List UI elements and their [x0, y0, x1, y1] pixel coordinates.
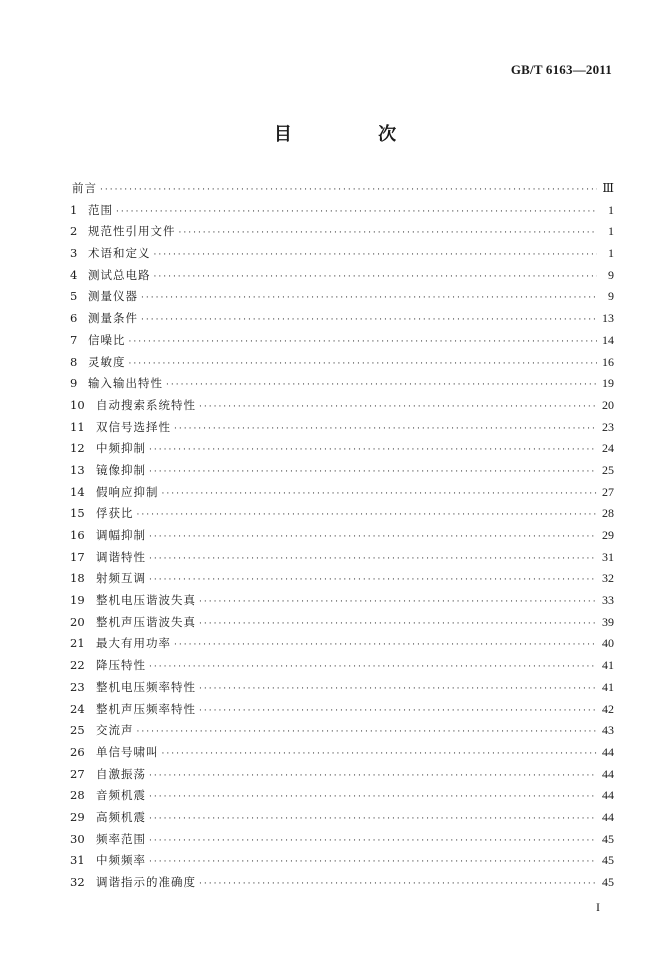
toc-entry-label: 单信号啸叫 — [96, 744, 159, 759]
toc-dot-leader — [199, 614, 597, 636]
toc-entry[interactable] — [70, 785, 614, 807]
page-title: 目 次 — [273, 124, 437, 145]
toc-entry-page: 29 — [602, 528, 614, 542]
toc-entry[interactable] — [70, 547, 614, 569]
toc-entry-page: 1 — [608, 246, 614, 261]
toc-entry-label: 频率范围 — [96, 831, 146, 846]
toc-entry-label: 灵敏度 — [88, 354, 126, 369]
toc-dot-leader — [162, 744, 598, 766]
toc-entry-label: 音频机震 — [96, 788, 146, 803]
toc-entry-page: 44 — [602, 809, 614, 824]
toc-entry-page: 42 — [602, 701, 614, 716]
toc-entry-label: 调谐指示的准确度 — [96, 875, 196, 889]
toc-entry-label: 高频机震 — [96, 809, 146, 824]
toc-entry-page: 14 — [602, 332, 614, 347]
toc-entry-page: 9 — [608, 267, 614, 282]
page-number: I — [596, 900, 600, 914]
toc-entry-label: 输入输出特性 — [88, 376, 163, 391]
toc-entry-page: 40 — [602, 636, 614, 651]
toc-entry-page: 13 — [602, 311, 614, 326]
toc-entry[interactable] — [70, 438, 614, 460]
toc-entry-number: 15 — [70, 506, 85, 521]
toc-dot-leader — [149, 462, 597, 484]
toc-entry-number: 12 — [70, 441, 85, 456]
toc-dot-leader — [137, 722, 598, 744]
toc-dot-leader — [149, 787, 597, 809]
toc-entry-label: 信噪比 — [88, 332, 126, 347]
toc-entry-number: 27 — [70, 766, 85, 781]
toc-entry-number: 24 — [70, 701, 85, 716]
toc-entry[interactable] — [70, 308, 614, 330]
toc-entry-page: 45 — [602, 875, 614, 889]
toc-entry[interactable] — [70, 503, 614, 525]
toc-entry-number: 14 — [70, 484, 85, 499]
toc-entry-number: 2 — [70, 224, 78, 239]
toc-entry[interactable] — [70, 699, 614, 721]
toc-dot-leader — [199, 679, 597, 701]
toc-entry-label: 假响应抑制 — [96, 484, 159, 499]
toc-entry-page: 32 — [602, 571, 614, 586]
toc-entry-label: 双信号选择性 — [96, 419, 171, 434]
toc-entry[interactable] — [70, 807, 614, 829]
toc-entry-number: 16 — [70, 528, 85, 542]
toc-dot-leader — [174, 419, 597, 441]
toc-entry-label: 最大有用功率 — [96, 636, 171, 651]
toc-entry[interactable] — [70, 286, 614, 308]
toc-dot-leader — [137, 505, 598, 527]
toc-entry[interactable] — [70, 655, 614, 677]
toc-entry-label: 射频互调 — [96, 571, 146, 586]
toc-entry-page: 25 — [602, 462, 614, 477]
toc-entry-page: 9 — [608, 289, 614, 304]
toc-dot-leader — [149, 549, 597, 571]
toc-entry-page: 16 — [602, 354, 614, 369]
toc-dot-leader — [149, 852, 597, 874]
toc-entry-label: 交流声 — [96, 723, 134, 738]
toc-entry-page: 31 — [602, 549, 614, 564]
toc-entry[interactable] — [70, 178, 614, 200]
toc-entry[interactable] — [70, 525, 614, 547]
toc-entry-page: 41 — [602, 679, 614, 694]
toc-entry[interactable] — [70, 720, 614, 742]
toc-dot-leader — [149, 831, 597, 853]
toc-entry-page: 24 — [602, 441, 614, 456]
toc-entry[interactable] — [70, 872, 614, 894]
toc-entry-number: 18 — [70, 571, 85, 586]
toc-entry-number: 7 — [70, 332, 78, 347]
toc-entry-number: 32 — [70, 875, 85, 889]
toc-entry[interactable] — [70, 482, 614, 504]
toc-entry-label: 镜像抑制 — [96, 462, 146, 477]
toc-entry-number: 10 — [70, 397, 85, 412]
toc-entry-label: 整机电压谐波失真 — [96, 593, 196, 608]
toc-entry-page: 44 — [602, 744, 614, 759]
toc-entry-label: 测试总电路 — [88, 267, 151, 282]
toc-entry-label: 俘获比 — [96, 506, 134, 521]
toc-entry-label: 调幅抑制 — [96, 528, 146, 542]
toc-dot-leader — [129, 354, 598, 376]
toc-dot-leader — [154, 245, 598, 267]
toc-entry-number: 22 — [70, 658, 85, 673]
toc-entry-number: 21 — [70, 636, 85, 651]
toc-entry-label: 整机声压谐波失真 — [96, 614, 196, 629]
toc-entry-page: 45 — [602, 831, 614, 846]
toc-entry-page: 28 — [602, 506, 614, 521]
toc-entry-number: 30 — [70, 831, 85, 846]
toc-entry[interactable] — [70, 590, 614, 612]
toc-entry-page: 23 — [602, 419, 614, 434]
toc-entry[interactable] — [70, 417, 614, 439]
toc-entry-number: 28 — [70, 788, 85, 803]
toc-entry-number: 5 — [70, 289, 78, 304]
toc-entry[interactable] — [70, 330, 614, 352]
toc-entry-page: 19 — [602, 376, 614, 391]
toc-entry[interactable] — [70, 200, 614, 222]
toc-entry-page: 44 — [602, 788, 614, 803]
toc-entry-page: 27 — [602, 484, 614, 499]
toc-entry-page: Ⅲ — [602, 181, 614, 195]
toc-entry-number: 19 — [70, 593, 85, 608]
toc-entry-number: 9 — [70, 376, 78, 391]
toc-entry-number: 11 — [70, 419, 85, 434]
toc-dot-leader — [166, 375, 597, 397]
toc-entry-page: 39 — [602, 614, 614, 629]
toc-entry[interactable] — [70, 373, 614, 395]
toc-entry-number: 20 — [70, 614, 85, 629]
toc-entry-page: 43 — [602, 723, 614, 738]
standard-code: GB/T 6163—2011 — [510, 62, 612, 77]
toc-entry-page: 41 — [602, 658, 614, 673]
toc-entry-number: 26 — [70, 744, 85, 759]
toc-entry-label: 自动搜索系统特性 — [96, 397, 196, 412]
toc-entry[interactable] — [70, 677, 614, 699]
toc-entry[interactable] — [70, 850, 614, 872]
toc-entry-page: 20 — [602, 397, 614, 412]
toc-dot-leader — [149, 570, 597, 592]
toc-dot-leader — [199, 874, 597, 896]
toc-entry-number: 23 — [70, 679, 85, 694]
toc-entry-label: 中频抑制 — [96, 441, 146, 456]
toc-entry[interactable] — [70, 221, 614, 243]
toc-entry-label: 调谐特性 — [96, 549, 146, 564]
toc-entry-label: 术语和定义 — [88, 246, 151, 261]
toc-dot-leader — [154, 267, 598, 289]
toc-entry-number: 17 — [70, 549, 85, 564]
toc-entry-label: 整机声压频率特性 — [96, 701, 196, 716]
toc-entry-number: 25 — [70, 723, 85, 738]
toc-entry-number: 13 — [70, 462, 85, 477]
toc-dot-leader — [149, 657, 597, 679]
toc-dot-leader — [116, 202, 597, 224]
toc-entry[interactable] — [70, 612, 614, 634]
toc-entry-number: 29 — [70, 809, 85, 824]
toc-dot-leader — [129, 332, 598, 354]
toc-dot-leader — [179, 223, 598, 245]
toc-dot-leader — [100, 180, 597, 202]
table-of-contents — [70, 178, 614, 894]
toc-dot-leader — [174, 635, 597, 657]
toc-entry-number: 8 — [70, 354, 78, 369]
toc-entry-label: 测量条件 — [88, 311, 138, 326]
toc-entry-label: 范围 — [88, 202, 113, 217]
toc-entry-page: 1 — [608, 224, 614, 239]
toc-entry-label: 规范性引用文件 — [88, 224, 176, 239]
toc-dot-leader — [141, 310, 597, 332]
toc-dot-leader — [199, 701, 597, 723]
toc-entry-number: 3 — [70, 246, 78, 261]
toc-entry[interactable] — [70, 742, 614, 764]
toc-entry-page: 33 — [602, 593, 614, 608]
toc-entry-number: 31 — [70, 853, 85, 868]
toc-entry[interactable] — [70, 395, 614, 417]
toc-entry-label: 测量仪器 — [88, 289, 138, 304]
toc-entry-page: 45 — [602, 853, 614, 868]
toc-entry[interactable] — [70, 633, 614, 655]
toc-entry-page: 44 — [602, 766, 614, 781]
toc-entry-number: 6 — [70, 311, 78, 326]
toc-entry-label: 整机电压频率特性 — [96, 679, 196, 694]
toc-entry-label: 中频频率 — [96, 853, 146, 868]
toc-entry-number: 1 — [70, 202, 78, 217]
toc-entry[interactable] — [70, 829, 614, 851]
toc-entry[interactable] — [70, 352, 614, 374]
toc-entry[interactable] — [70, 568, 614, 590]
toc-entry[interactable] — [70, 460, 614, 482]
toc-dot-leader — [149, 766, 597, 788]
toc-entry[interactable] — [70, 265, 614, 287]
toc-dot-leader — [141, 288, 597, 310]
toc-entry-number: 4 — [70, 267, 78, 282]
toc-entry-label: 自激振荡 — [96, 766, 146, 781]
toc-entry[interactable] — [70, 764, 614, 786]
toc-entry-page: 1 — [608, 202, 614, 217]
toc-dot-leader — [149, 809, 597, 831]
toc-dot-leader — [162, 484, 598, 506]
toc-entry-label: 前言 — [72, 181, 97, 195]
toc-dot-leader — [199, 592, 597, 614]
toc-dot-leader — [149, 527, 597, 549]
toc-entry-label: 降压特性 — [96, 658, 146, 673]
toc-dot-leader — [199, 397, 597, 419]
toc-entry[interactable] — [70, 243, 614, 265]
toc-dot-leader — [149, 440, 597, 462]
